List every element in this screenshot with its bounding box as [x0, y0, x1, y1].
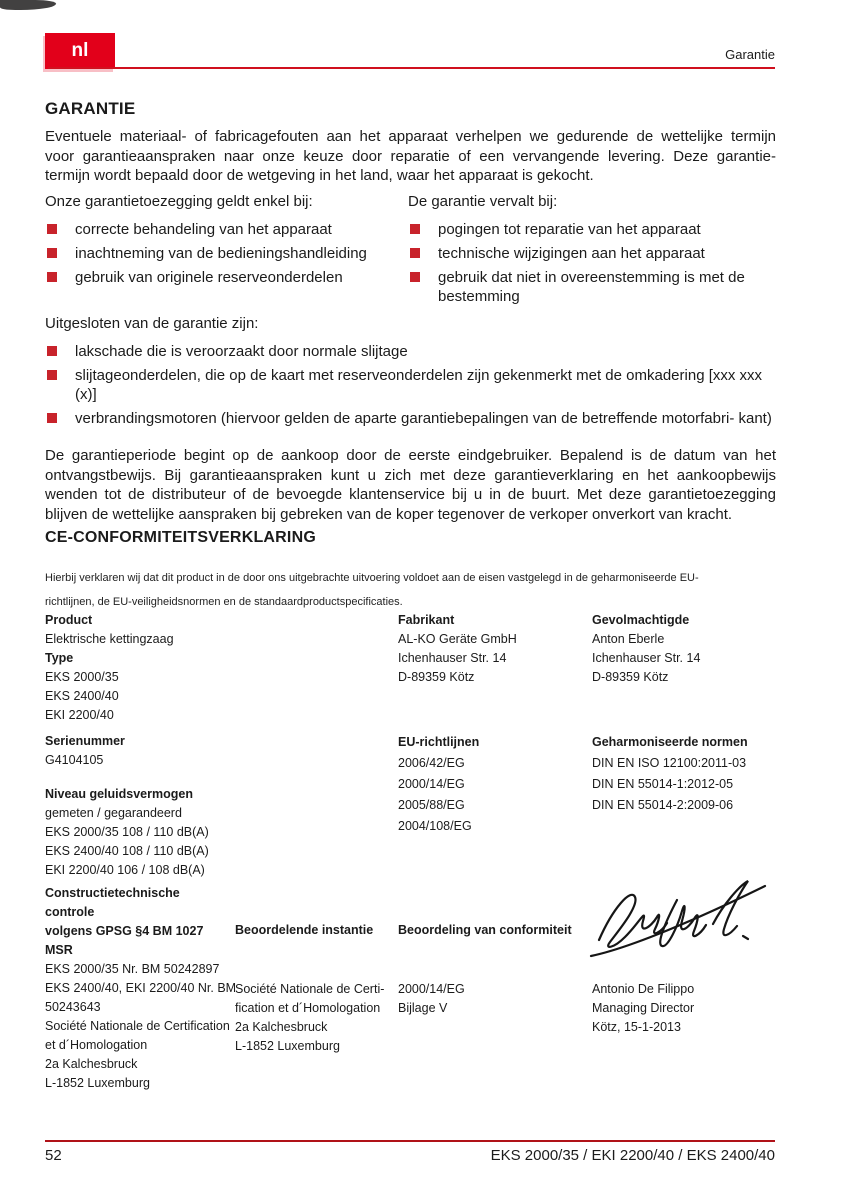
column-line: Société Nationale de Certi- [235, 982, 385, 996]
conditions-two-column-section [45, 192, 776, 305]
scan-artifact [0, 0, 56, 10]
column-line: 2004/108/EG [398, 819, 472, 833]
eu-richtlijnen-column [398, 732, 479, 837]
column-line: Anton Eberle [592, 632, 665, 646]
list-item-label: correcte behandeling van het apparaat [75, 221, 332, 238]
column-header: volgens GPSG §4 BM 1027 MSR [45, 924, 204, 957]
normen-column [592, 732, 748, 816]
column-header: EU-richtlijnen [398, 735, 480, 749]
garantie-period-paragraph [45, 446, 776, 524]
column-line: DIN EN 55014-2:2009-06 [592, 798, 734, 812]
column-line: Managing Director [592, 1001, 695, 1015]
column-line: G4104105 [45, 753, 104, 767]
paragraph-line: Eventuele materiaal- of fabricagefouten aan het apparaat verhelpen we gedurende de wettelijke termijn [45, 128, 776, 145]
footer-models-label: EKS 2000/35 / EKI 2200/40 / EKS 2400/40 [490, 1147, 775, 1164]
ce-serial-block [45, 732, 776, 880]
column-header: Geharmoniseerde normen [592, 735, 748, 749]
list-item [408, 220, 776, 239]
paragraph-line: ontvangstbewijs. Bij garantieaanspraken kunt u zich met deze garantieverklaring en het aankoopbewijs [45, 466, 776, 484]
paragraph-line: termijn wordt bepaald door de wetgeving in het land, waar het apparaat is gekocht. [45, 167, 594, 184]
list-item-label: technische wijzigingen aan het apparaat [438, 245, 705, 262]
list-header: De garantie vervalt bij: [408, 193, 558, 210]
bullet-square-icon [47, 370, 57, 380]
column-header: Constructietechnische controle [45, 886, 180, 919]
list-header: Uitgesloten van de garantie zijn: [45, 315, 259, 332]
column-line: gemeten / gegarandeerd [45, 806, 182, 820]
list-item [45, 244, 397, 263]
column-line: AL-KO Geräte GmbH [398, 632, 517, 646]
exclusions-section [45, 314, 776, 433]
column-line: D-89359 Kötz [592, 670, 669, 684]
gevolmachtigde-column [592, 611, 700, 687]
column-line: 2005/88/EG [398, 798, 465, 812]
column-line: Ichenhauser Str. 14 [592, 651, 701, 665]
bullet-square-icon [47, 346, 57, 356]
column-line: 2000/14/EG [398, 777, 465, 791]
column-header: Fabrikant [398, 613, 455, 627]
column-line: Société Nationale de Certification [45, 1019, 230, 1033]
column-line: 2a Kalchesbruck [235, 1020, 328, 1034]
ce-declaration-title: CE-CONFORMITEITSVERKLARING [45, 529, 316, 546]
column-line: Ichenhauser Str. 14 [398, 651, 507, 665]
bullet-square-icon [410, 248, 420, 258]
list-item [408, 268, 776, 306]
ce-product-block [45, 611, 776, 725]
list-item-label: inachtneming van de bedieningshandleiding [75, 245, 367, 262]
list-item-label: lakschade die is veroorzaakt door normale slijtage [75, 343, 408, 360]
bullet-square-icon [47, 272, 57, 282]
beoordelende-instantie-column [235, 980, 384, 1056]
list-item-label: pogingen tot reparatie van het apparaat [438, 221, 701, 238]
list-item [45, 366, 776, 404]
paragraph-line: blijven de wettelijke aanspraken bij gebreken van de koper tegenover de verkoper onverkort van kracht. [45, 505, 733, 523]
ce-inspection-block [45, 884, 776, 1093]
garantie-title: GARANTIE [45, 99, 136, 118]
list-item [408, 244, 776, 263]
column-line: fication et d´Homologation [235, 1001, 381, 1015]
paragraph-line: wenden tot de distributeur of de bevoegde klantenservice bij u in de buurt. Met deze garantietoezegging [45, 486, 776, 503]
conditions-void-list [408, 192, 776, 311]
footer-rule [45, 1140, 775, 1142]
header-rule [48, 67, 775, 69]
list-item [45, 268, 397, 287]
column-line: L-1852 Luxemburg [235, 1039, 340, 1053]
paragraph-line: voor garantieaanspraken naar onze keuze door reparatie of een vervangende levering. Deze garantie- [45, 147, 776, 165]
bullet-square-icon [410, 272, 420, 282]
column-line: EKS 2400/40 [45, 689, 119, 703]
column-line: DIN EN ISO 12100:2011-03 [592, 756, 747, 770]
column-line: Kötz, 15-1-2013 [592, 1020, 681, 1034]
column-line: 2a Kalchesbruck [45, 1057, 138, 1071]
column-line: 50243643 [45, 1000, 101, 1014]
signature-image [585, 876, 775, 968]
paragraph-line: De garantieperiode begint op de aankoop door de eerste eindgebruiker. Bepalend is de datum van het [45, 447, 776, 464]
ce-declaration-intro [45, 566, 780, 614]
header-section-label: Garantie [725, 47, 775, 62]
list-item [45, 220, 397, 239]
column-line: D-89359 Kötz [398, 670, 475, 684]
list-header: Onze garantietoezegging geldt enkel bij: [45, 193, 313, 210]
list-item [45, 342, 776, 361]
list-item [45, 409, 776, 428]
conditions-valid-list [45, 192, 397, 287]
column-line: EKS 2400/40, EKI 2200/40 Nr. BM [45, 981, 237, 995]
column-line: L-1852 Luxemburg [45, 1076, 150, 1090]
column-line: Elektrische kettingzaag [45, 632, 174, 646]
column-line: EKS 2000/35 Nr. BM 50242897 [45, 962, 220, 976]
column-line: Bijlage V [398, 1001, 448, 1015]
column-line: 2006/42/EG [398, 756, 465, 770]
column-line: et d´Homologation [45, 1038, 148, 1052]
column-line: EKI 2200/40 106 / 108 dB(A) [45, 863, 205, 877]
bullet-square-icon [47, 248, 57, 258]
beoordeling-conformiteit-header: Beoordeling van conformiteit [398, 923, 572, 937]
bullet-square-icon [47, 413, 57, 423]
list-item-label: gebruik dat niet in overeenstemming is met de bestemming [438, 269, 745, 305]
column-header: Type [45, 651, 74, 665]
fineprint-line: Hierbij verklaren wij dat dit product in de door ons uitgebrachte uitvoering voldoet aan de eisen vastgelegd in de geharmoniseerde EU- [45, 572, 699, 584]
column-line: EKS 2000/35 108 / 110 dB(A) [45, 825, 209, 839]
signatory-column [592, 980, 694, 1037]
page-number: 52 [45, 1147, 62, 1164]
constructie-column [45, 884, 237, 1093]
garantie-intro-paragraph [45, 127, 776, 186]
column-header: Serienummer [45, 734, 125, 748]
nl-language-badge [45, 33, 115, 69]
list-item-label: verbrandingsmotoren (hiervoor gelden de aparte garantiebepalingen van de betreffende motorfabri- kant) [75, 410, 772, 427]
list-item-label: slijtageonderdelen, die op de kaart met reserveonderdelen zijn gekenmerkt met de omkadering [xxx xxx (x)] [75, 367, 763, 403]
fineprint-line: richtlijnen, de EU-veiligheidsnormen en de standaardproductspecificaties. [45, 596, 403, 608]
column-line: EKS 2000/35 [45, 670, 119, 684]
conformiteit-column [398, 980, 465, 1018]
column-line: EKI 2200/40 [45, 708, 114, 722]
column-line: 2000/14/EG [398, 982, 465, 996]
bullet-square-icon [47, 224, 57, 234]
column-header: Product [45, 613, 93, 627]
fabrikant-column [398, 611, 517, 687]
nl-language-badge-label: nl [71, 40, 89, 61]
column-line: EKS 2400/40 108 / 110 dB(A) [45, 844, 209, 858]
column-header: Gevolmachtigde [592, 613, 690, 627]
column-line: Antonio De Filippo [592, 982, 695, 996]
column-line: DIN EN 55014-1:2012-05 [592, 777, 734, 791]
column-header: Niveau geluidsvermogen [45, 787, 193, 801]
bullet-square-icon [410, 224, 420, 234]
beoordelende-instantie-header: Beoordelende instantie [235, 923, 374, 937]
list-item-label: gebruik van originele reserveonderdelen [75, 269, 343, 286]
